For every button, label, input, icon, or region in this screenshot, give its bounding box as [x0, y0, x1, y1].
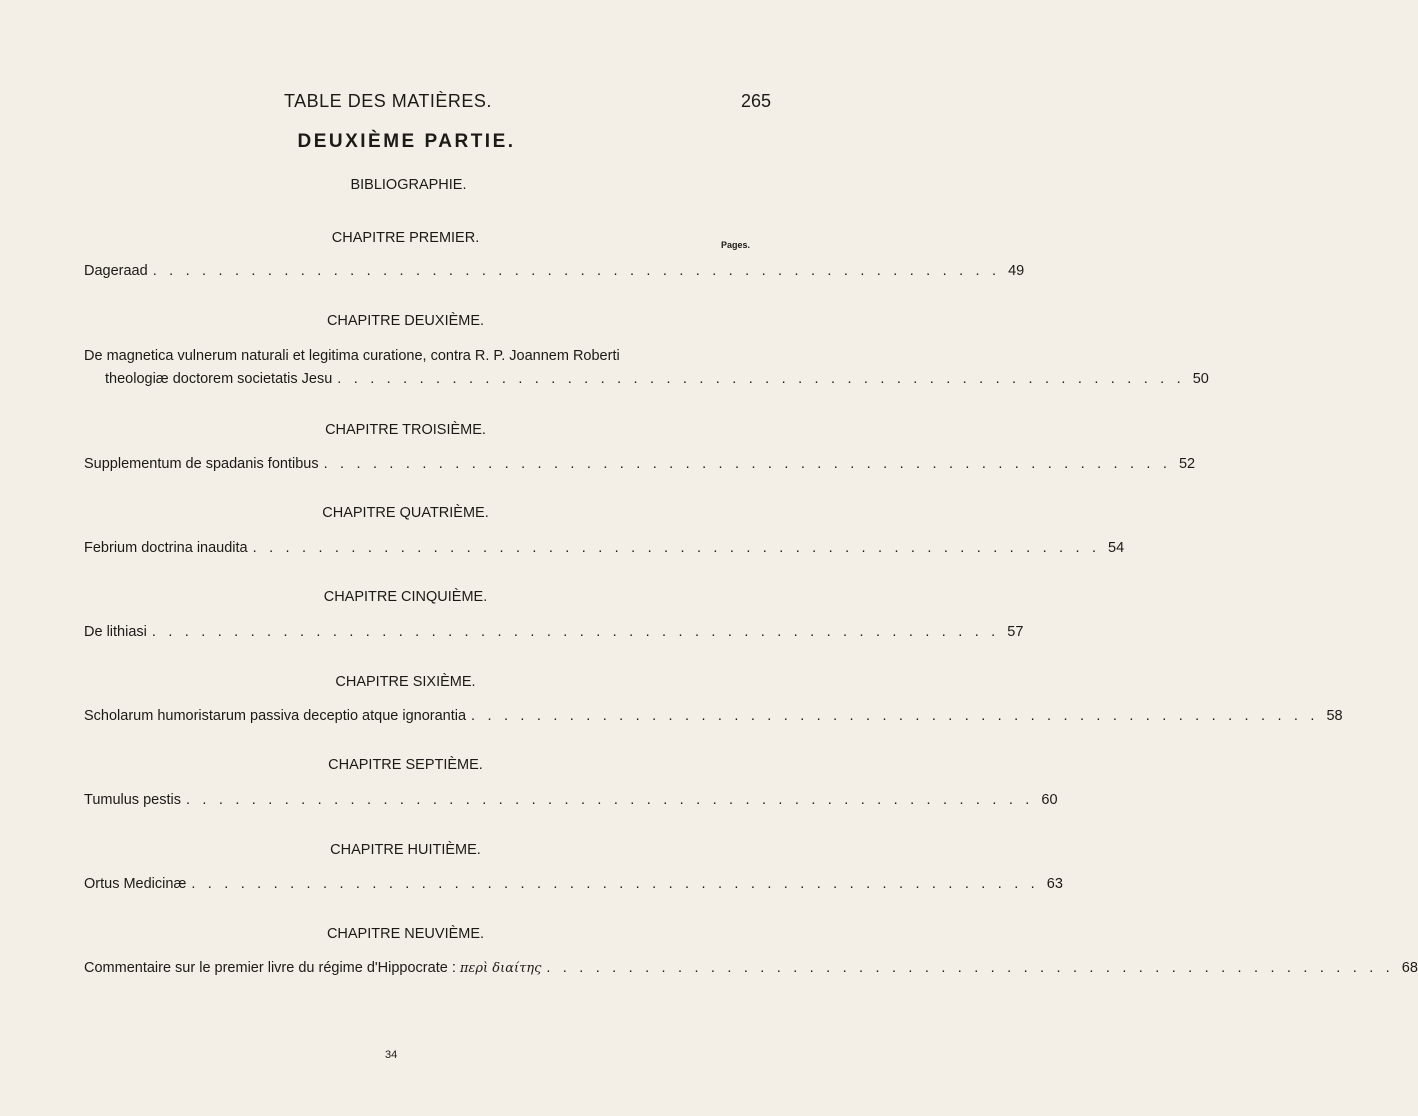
toc-entry-title	[84, 960, 541, 976]
chapter-heading: CHAPITRE PREMIER.	[331, 230, 480, 246]
toc-entry[interactable]	[84, 540, 1125, 556]
toc-entry[interactable]	[84, 624, 1024, 640]
toc-entry-page: 63	[1046, 876, 1063, 892]
toc-entry-page: 52	[1178, 456, 1196, 472]
toc-entry-title: Supplementum de spadanis fontibus	[84, 456, 319, 472]
part-title: DEUXIÈME PARTIE.	[297, 131, 516, 152]
toc-entry[interactable]	[105, 371, 1209, 387]
toc-entry-page: 50	[1192, 371, 1209, 387]
page-number: 265	[741, 91, 772, 111]
greek-subtitle: περὶ διαίτης	[459, 961, 542, 976]
chapter-heading: CHAPITRE DEUXIÈME.	[326, 313, 485, 329]
toc-entry-page: 57	[1007, 624, 1024, 640]
toc-entry-page: 58	[1326, 708, 1343, 724]
toc-entry[interactable]	[84, 456, 1196, 472]
chapter-heading: CHAPITRE HUITIÈME.	[330, 842, 481, 858]
chapter-heading: CHAPITRE QUATRIÈME.	[322, 505, 489, 521]
chapter-heading: CHAPITRE SIXIÈME.	[335, 674, 476, 690]
dot-leader: . . . . . . . . . . . . . . . . . . . . . . . . . . . . . . . . . . . . . . . . . . . . . . . . . . . .	[546, 960, 1394, 976]
dot-leader: . . . . . . . . . . . . . . . . . . . . . . . . . . . . . . . . . . . . . . . . . . . . . . . . . . . .	[323, 456, 1172, 472]
toc-entry-title: De lithiasi	[84, 624, 147, 640]
chapter-heading: CHAPITRE TROISIÈME.	[325, 422, 486, 438]
toc-entry-title: Febrium doctrina inaudita	[84, 540, 248, 556]
dot-leader: . . . . . . . . . . . . . . . . . . . . . . . . . . . . . . . . . . . . . . . . . . . . . . . . . . . .	[471, 708, 1319, 724]
toc-entry-page: 54	[1108, 540, 1125, 556]
toc-entry[interactable]	[84, 263, 1025, 279]
printer-signature-mark: 34	[385, 1049, 398, 1061]
toc-entry-page: 49	[1008, 263, 1025, 279]
running-title: TABLE DES MATIÈRES.	[284, 91, 492, 111]
toc-entry-page: 60	[1041, 792, 1058, 808]
toc-entry-title: theologiæ doctorem societatis Jesu	[105, 371, 333, 387]
toc-entry[interactable]	[84, 792, 1058, 808]
dot-leader: . . . . . . . . . . . . . . . . . . . . . . . . . . . . . . . . . . . . . . . . . . . . . . . . . . . .	[185, 792, 1034, 808]
dot-leader: . . . . . . . . . . . . . . . . . . . . . . . . . . . . . . . . . . . . . . . . . . . . . . . . . . . .	[252, 540, 1101, 556]
chapter-heading: CHAPITRE SEPTIÈME.	[328, 757, 483, 773]
toc-entry[interactable]	[84, 876, 1063, 892]
toc-entry-title-line1: De magnetica vulnerum naturali et legitima curatione, contra R. P. Joannem Roberti	[84, 348, 620, 364]
toc-entry-title: Tumulus pestis	[84, 792, 181, 808]
dot-leader: . . . . . . . . . . . . . . . . . . . . . . . . . . . . . . . . . . . . . . . . . . . . . . . . . . . .	[191, 876, 1039, 892]
dot-leader: . . . . . . . . . . . . . . . . . . . . . . . . . . . . . . . . . . . . . . . . . . . . . . . . . . . .	[151, 624, 1000, 640]
dot-leader: . . . . . . . . . . . . . . . . . . . . . . . . . . . . . . . . . . . . . . . . . . . . . . . . . . . .	[337, 371, 1185, 387]
toc-entry-title: Dageraad	[84, 263, 148, 279]
dot-leader: . . . . . . . . . . . . . . . . . . . . . . . . . . . . . . . . . . . . . . . . . . . . . . . . . . . .	[152, 263, 1001, 279]
toc-entry[interactable]	[84, 708, 1343, 724]
toc-entry-title: Scholarum humoristarum passiva deceptio atque ignorantia	[84, 708, 467, 724]
toc-entry-title: Ortus Medicinæ	[84, 876, 187, 892]
chapter-heading: CHAPITRE CINQUIÈME.	[323, 589, 488, 605]
pages-column-label: Pages.	[721, 240, 751, 250]
chapter-heading: CHAPITRE NEUVIÈME.	[326, 926, 485, 942]
toc-entry-page: 68	[1401, 960, 1418, 976]
section-title: BIBLIOGRAPHIE.	[350, 177, 467, 193]
toc-entry[interactable]	[84, 960, 1418, 976]
toc-entry-title-text: Commentaire sur le premier livre du régime d'Hippocrate :	[84, 960, 456, 976]
